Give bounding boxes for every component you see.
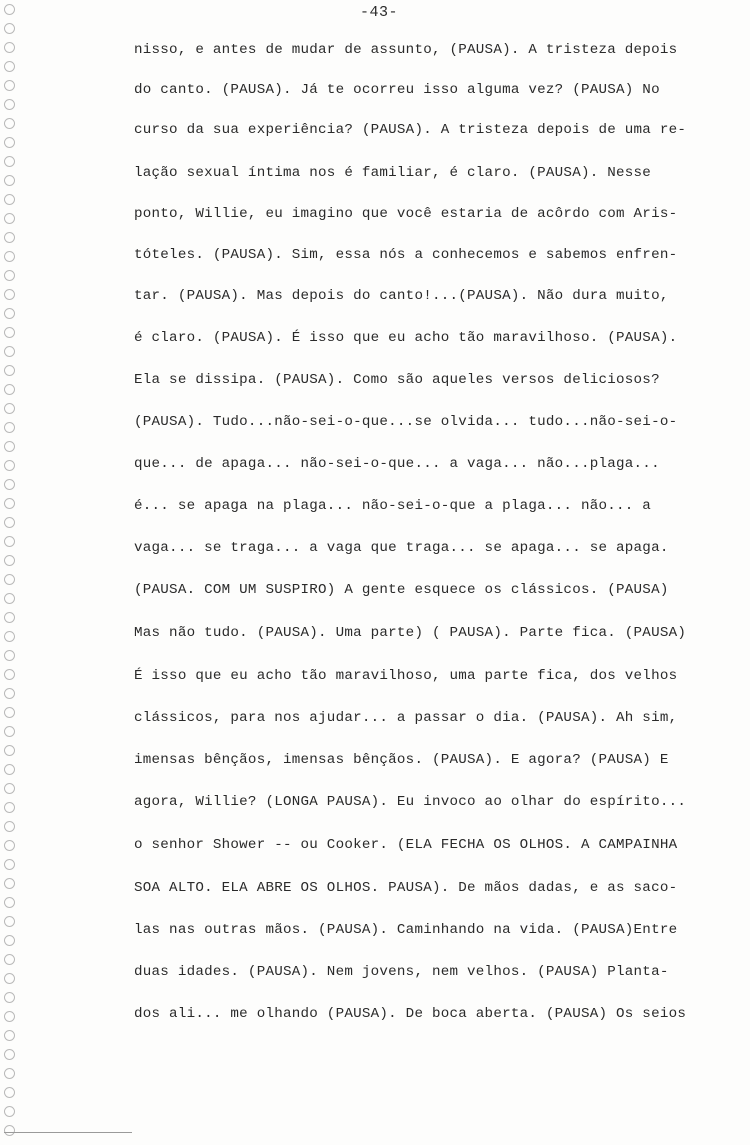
binding-hole: [4, 346, 15, 357]
binding-hole: [4, 821, 15, 832]
text-line: (PAUSA). Tudo...não-sei-o-que...se olvida... tudo...não-sei-o-: [134, 414, 678, 430]
binding-hole: [4, 175, 15, 186]
binding-hole: [4, 1106, 15, 1117]
binding-hole: [4, 688, 15, 699]
binding-hole: [4, 840, 15, 851]
binding-hole: [4, 403, 15, 414]
text-line: É isso que eu acho tão maravilhoso, uma parte fica, dos velhos: [134, 668, 678, 684]
text-line: vaga... se traga... a vaga que traga... se apaga... se apaga.: [134, 540, 669, 556]
binding-hole: [4, 1125, 15, 1136]
binding-hole: [4, 1087, 15, 1098]
binding-hole: [4, 1068, 15, 1079]
binding-hole: [4, 1049, 15, 1060]
binding-hole: [4, 289, 15, 300]
binding-hole: [4, 555, 15, 566]
binding-hole: [4, 593, 15, 604]
text-line: ponto, Willie, eu imagino que você estaria de acôrdo com Aris-: [134, 206, 678, 222]
binding-hole: [4, 517, 15, 528]
text-line: Mas não tudo. (PAUSA). Uma parte) ( PAUSA). Parte fica. (PAUSA): [134, 625, 687, 641]
binding-hole: [4, 574, 15, 585]
text-line: SOA ALTO. ELA ABRE OS OLHOS. PAUSA). De mãos dadas, e as saco-: [134, 880, 678, 896]
footer-rule: [4, 1132, 132, 1133]
binding-hole: [4, 992, 15, 1003]
binding-hole: [4, 365, 15, 376]
text-line: é... se apaga na plaga... não-sei-o-que a plaga... não... a: [134, 498, 652, 514]
binding-hole: [4, 270, 15, 281]
binding-hole: [4, 954, 15, 965]
text-line: Ela se dissipa. (PAUSA). Como são aqueles versos deliciosos?: [134, 372, 660, 388]
binding-hole: [4, 156, 15, 167]
binding-hole: [4, 384, 15, 395]
binding-hole: [4, 251, 15, 262]
binding-hole: [4, 764, 15, 775]
binding-hole: [4, 42, 15, 53]
binding-hole: [4, 479, 15, 490]
binding-hole: [4, 745, 15, 756]
binding-hole: [4, 137, 15, 148]
binding-hole: [4, 441, 15, 452]
binding-hole: [4, 61, 15, 72]
binding-hole: [4, 308, 15, 319]
binding-hole: [4, 4, 15, 15]
binding-hole: [4, 669, 15, 680]
text-line: tóteles. (PAUSA). Sim, essa nós a conhecemos e sabemos enfren-: [134, 247, 678, 263]
binding-hole: [4, 1011, 15, 1022]
text-line: do canto. (PAUSA). Já te ocorreu isso alguma vez? (PAUSA) No: [134, 82, 660, 98]
binding-hole: [4, 916, 15, 927]
binding-hole: [4, 878, 15, 889]
text-line: agora, Willie? (LONGA PAUSA). Eu invoco ao olhar do espírito...: [134, 794, 687, 810]
text-line: o senhor Shower -- ou Cooker. (ELA FECHA OS OLHOS. A CAMPAINHA: [134, 837, 678, 853]
binding-hole: [4, 460, 15, 471]
binding-hole: [4, 650, 15, 661]
binding-hole: [4, 194, 15, 205]
binding-hole: [4, 327, 15, 338]
binding-holes: [2, 0, 24, 1145]
page-number: -43-: [360, 4, 399, 21]
binding-hole: [4, 783, 15, 794]
binding-hole: [4, 498, 15, 509]
text-line: (PAUSA. COM UM SUSPIRO) A gente esquece os clássicos. (PAUSA): [134, 582, 669, 598]
binding-hole: [4, 1030, 15, 1041]
text-line: é claro. (PAUSA). É isso que eu acho tão maravilhoso. (PAUSA).: [134, 330, 678, 346]
binding-hole: [4, 23, 15, 34]
binding-hole: [4, 536, 15, 547]
binding-hole: [4, 802, 15, 813]
binding-hole: [4, 213, 15, 224]
binding-hole: [4, 118, 15, 129]
binding-hole: [4, 422, 15, 433]
text-line: las nas outras mãos. (PAUSA). Caminhando na vida. (PAUSA)Entre: [134, 922, 678, 938]
binding-hole: [4, 232, 15, 243]
text-line: imensas bênçãos, imensas bênçãos. (PAUSA). E agora? (PAUSA) E: [134, 752, 669, 768]
binding-hole: [4, 80, 15, 91]
binding-hole: [4, 726, 15, 737]
text-line: lação sexual íntima nos é familiar, é claro. (PAUSA). Nesse: [134, 165, 652, 181]
binding-hole: [4, 612, 15, 623]
text-line: dos ali... me olhando (PAUSA). De boca aberta. (PAUSA) Os seios: [134, 1006, 687, 1022]
binding-hole: [4, 631, 15, 642]
binding-hole: [4, 707, 15, 718]
text-line: curso da sua experiência? (PAUSA). A tristeza depois de uma re-: [134, 122, 687, 138]
text-line: tar. (PAUSA). Mas depois do canto!...(PAUSA). Não dura muito,: [134, 288, 669, 304]
text-line: nisso, e antes de mudar de assunto, (PAUSA). A tristeza depois: [134, 42, 678, 58]
binding-hole: [4, 935, 15, 946]
binding-hole: [4, 859, 15, 870]
binding-hole: [4, 99, 15, 110]
binding-hole: [4, 973, 15, 984]
text-line: que... de apaga... não-sei-o-que... a vaga... não...plaga...: [134, 456, 660, 472]
text-line: clássicos, para nos ajudar... a passar o dia. (PAUSA). Ah sim,: [134, 710, 678, 726]
binding-hole: [4, 897, 15, 908]
text-line: duas idades. (PAUSA). Nem jovens, nem velhos. (PAUSA) Planta-: [134, 964, 669, 980]
